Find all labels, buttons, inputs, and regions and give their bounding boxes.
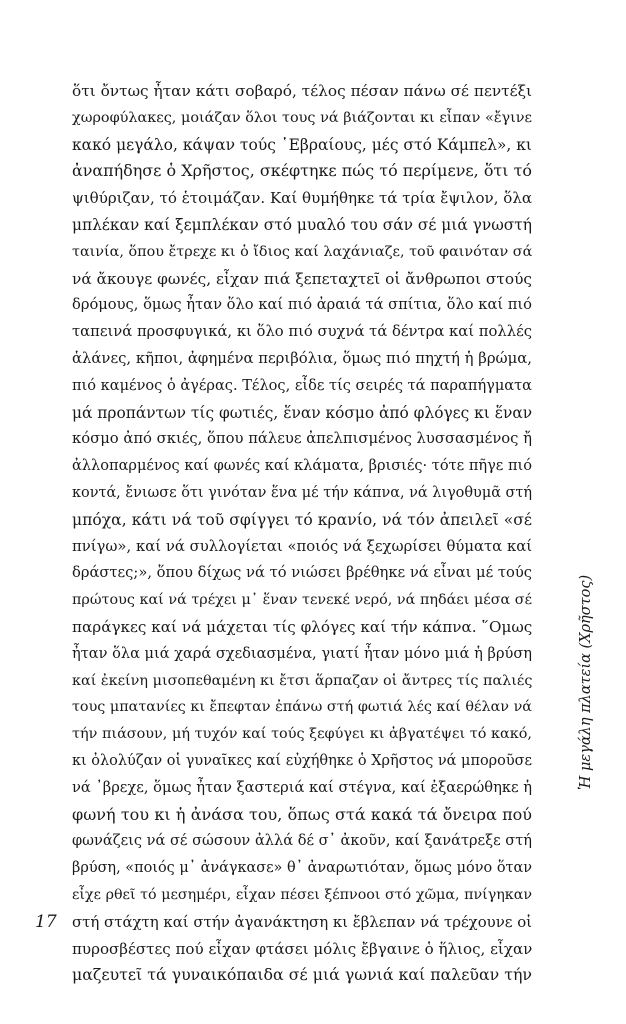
text-line: ὅτι ὄντως ἦταν κάτι σοβαρό, τέλος πέσαν πάνω σέ πεντέξι: [72, 82, 532, 100]
text-line: πνίγω», καί νά συλλογίεται «ποιός νά ξεχωρίσει θύματα καί: [72, 537, 532, 555]
text-line: φωνάζεις νά σέ σώσουν ἀλλά δέ σ᾿ ἀκοῦν, καί ξανάτρεξε στή: [72, 832, 532, 850]
text-line: νά ἄκουγε φωνές, εἶχαν πιά ξεπεταχτεῖ οἱ ἄνθρωποι στούς: [72, 269, 532, 288]
text-line: ψιθύριζαν, τό ἑτοιμάζαν. Καί θυμήθηκε τά τρία ἔψιλον, ὅλα: [72, 189, 532, 208]
text-line: στή στάχτη καί στήν ἀγανάκτηση κι ἔβλεπαν νά τρέχουνε οἱ: [72, 912, 533, 931]
text-line: τους μπατανίες κι ἔπεφταν ἐπάνω στή φωτιά λές καί θέλαν νά: [72, 699, 532, 716]
text-line: ἀναπήδησε ὁ Χρῆστος, σκέφτηκε πώς τό περίμενε, ὅτι τό: [72, 161, 532, 181]
text-line: ταπεινά προσφυγικά, κι ὅλο πιό συχνά τά δέντρα καί πολλές: [72, 323, 532, 341]
text-line: δρόμους, ὅμως ἦταν ὅλο καί πιό ἀραιά τά σπίτια, ὅλο καί πιό: [72, 296, 532, 314]
text-line: νά ᾿βρεχε, ὅμως ἦταν ξαστεριά καί στέγνα, καί ἐξαερώθηκε ἡ: [72, 778, 532, 796]
text-line: τήν πιάσουν, μή τυχόν καί τούς ξεφύγει κι ἀβγατέψει τό κακό,: [72, 726, 532, 743]
text-line: κακό μεγάλο, κάψαν τούς ῾Εβραίους, μές στό Κάμπελ», κι: [72, 135, 532, 154]
text-line: παράγκες καί νά μάχεται τίς φλόγες καί τήν κάπνα. ῞Ομως: [72, 617, 533, 636]
text-line: κόσμο ἀπό σκιές, ὅπου πάλευε ἀπελπισμένος λυσσασμένος ἤ: [72, 430, 532, 448]
text-line: εἶχε ρθεῖ τό μεσημέρι, εἶχαν πέσει ξέπνοοι στό χῶμα, πνίγηκαν: [72, 886, 532, 903]
text-line: πυροσβέστες πού εἶχαν φτάσει μόλις ἔβγαινε ὁ ἥλιος, εἶχαν: [72, 939, 533, 958]
text-line: βρύση, «ποιός μ᾿ ἀνάγκασε» θ᾿ ἀναρωτιόταν, ὅμως μόνο ὅταν: [72, 860, 532, 877]
text-line: πιό καμένος ὁ ἀγέρας. Τέλος, εἶδε τίς σειρές τά παραπήγματα: [72, 376, 532, 394]
text-line: κι ὀλολύζαν οἱ γυναῖκες καί εὐχήθηκε ὁ Χρῆστος νά μποροῦσε: [72, 752, 532, 769]
text-line: πρώτους καί νά τρέχει μ᾿ ἕναν τενεκέ νερό, νά πηδάει μέσα σέ: [72, 592, 532, 609]
text-line: κοντά, ἔνιωσε ὅτι γινόταν ἕνα μέ τήν κάπνα, νά λιγοθυμᾶ στή: [72, 484, 532, 501]
text-line: ταινία, ὅπου ἔτρεχε κι ὁ ἴδιος καί λαχάνιαζε, τοῦ φαινόταν σά: [72, 243, 533, 260]
text-line: μπλέκαν καί ξεμπλέκαν στό μυαλό του σάν σέ μιά γνωστή: [72, 215, 532, 234]
page-number: 17: [35, 912, 57, 932]
text-line: ἁλάνες, κῆποι, ἀφημένα περιβόλια, ὅμως πιό πηχτή ἡ βρώμα,: [72, 349, 532, 367]
text-line: μαζευτεῖ τά γυναικόπαιδα σέ μιά γωνιά καί παλεῦαν τήν: [72, 965, 532, 985]
text-line: μά προπάντων τίς φωτιές, ἕναν κόσμο ἀπό φλόγες κι ἕναν: [72, 403, 533, 422]
text-line: ἦταν ὅλα μιά χαρά σχεδιασμένα, γιατί ἦταν μόνο μιά ἡ βρύση: [72, 644, 532, 662]
text-line: δράστες;», ὅπου δίχως νά τό νιώσει βρέθηκε νά εἶναι μέ τούς: [72, 564, 532, 582]
text-line: μπόχα, κάτι νά τοῦ σφίγγει τό κρανίο, νά τόν ἀπειλεῖ «σέ: [72, 510, 532, 529]
text-line: ἀλλοπαρμένος καί φωνές καί κλάματα, βρισιές· τότε πῆγε πιό: [72, 457, 532, 475]
text-line: καί ἐκείνη μισοπεθαμένη κι ἔτσι ἅρπαζαν οἱ ἄντρες τίς παλιές: [72, 672, 533, 689]
running-head: Ἡ μεγάλη πλατεία (Χρῆστος): [578, 574, 594, 790]
text-line: φωνή του κι ἡ ἀνάσα του, ὅπως στά κακά τά ὄνειρα πού: [72, 804, 532, 824]
body-text: [72, 78, 532, 989]
text-line: χωροφύλακες, μοιάζαν ὅλοι τους νά βιάζονται κι εἶπαν «ἔγινε: [72, 109, 532, 126]
